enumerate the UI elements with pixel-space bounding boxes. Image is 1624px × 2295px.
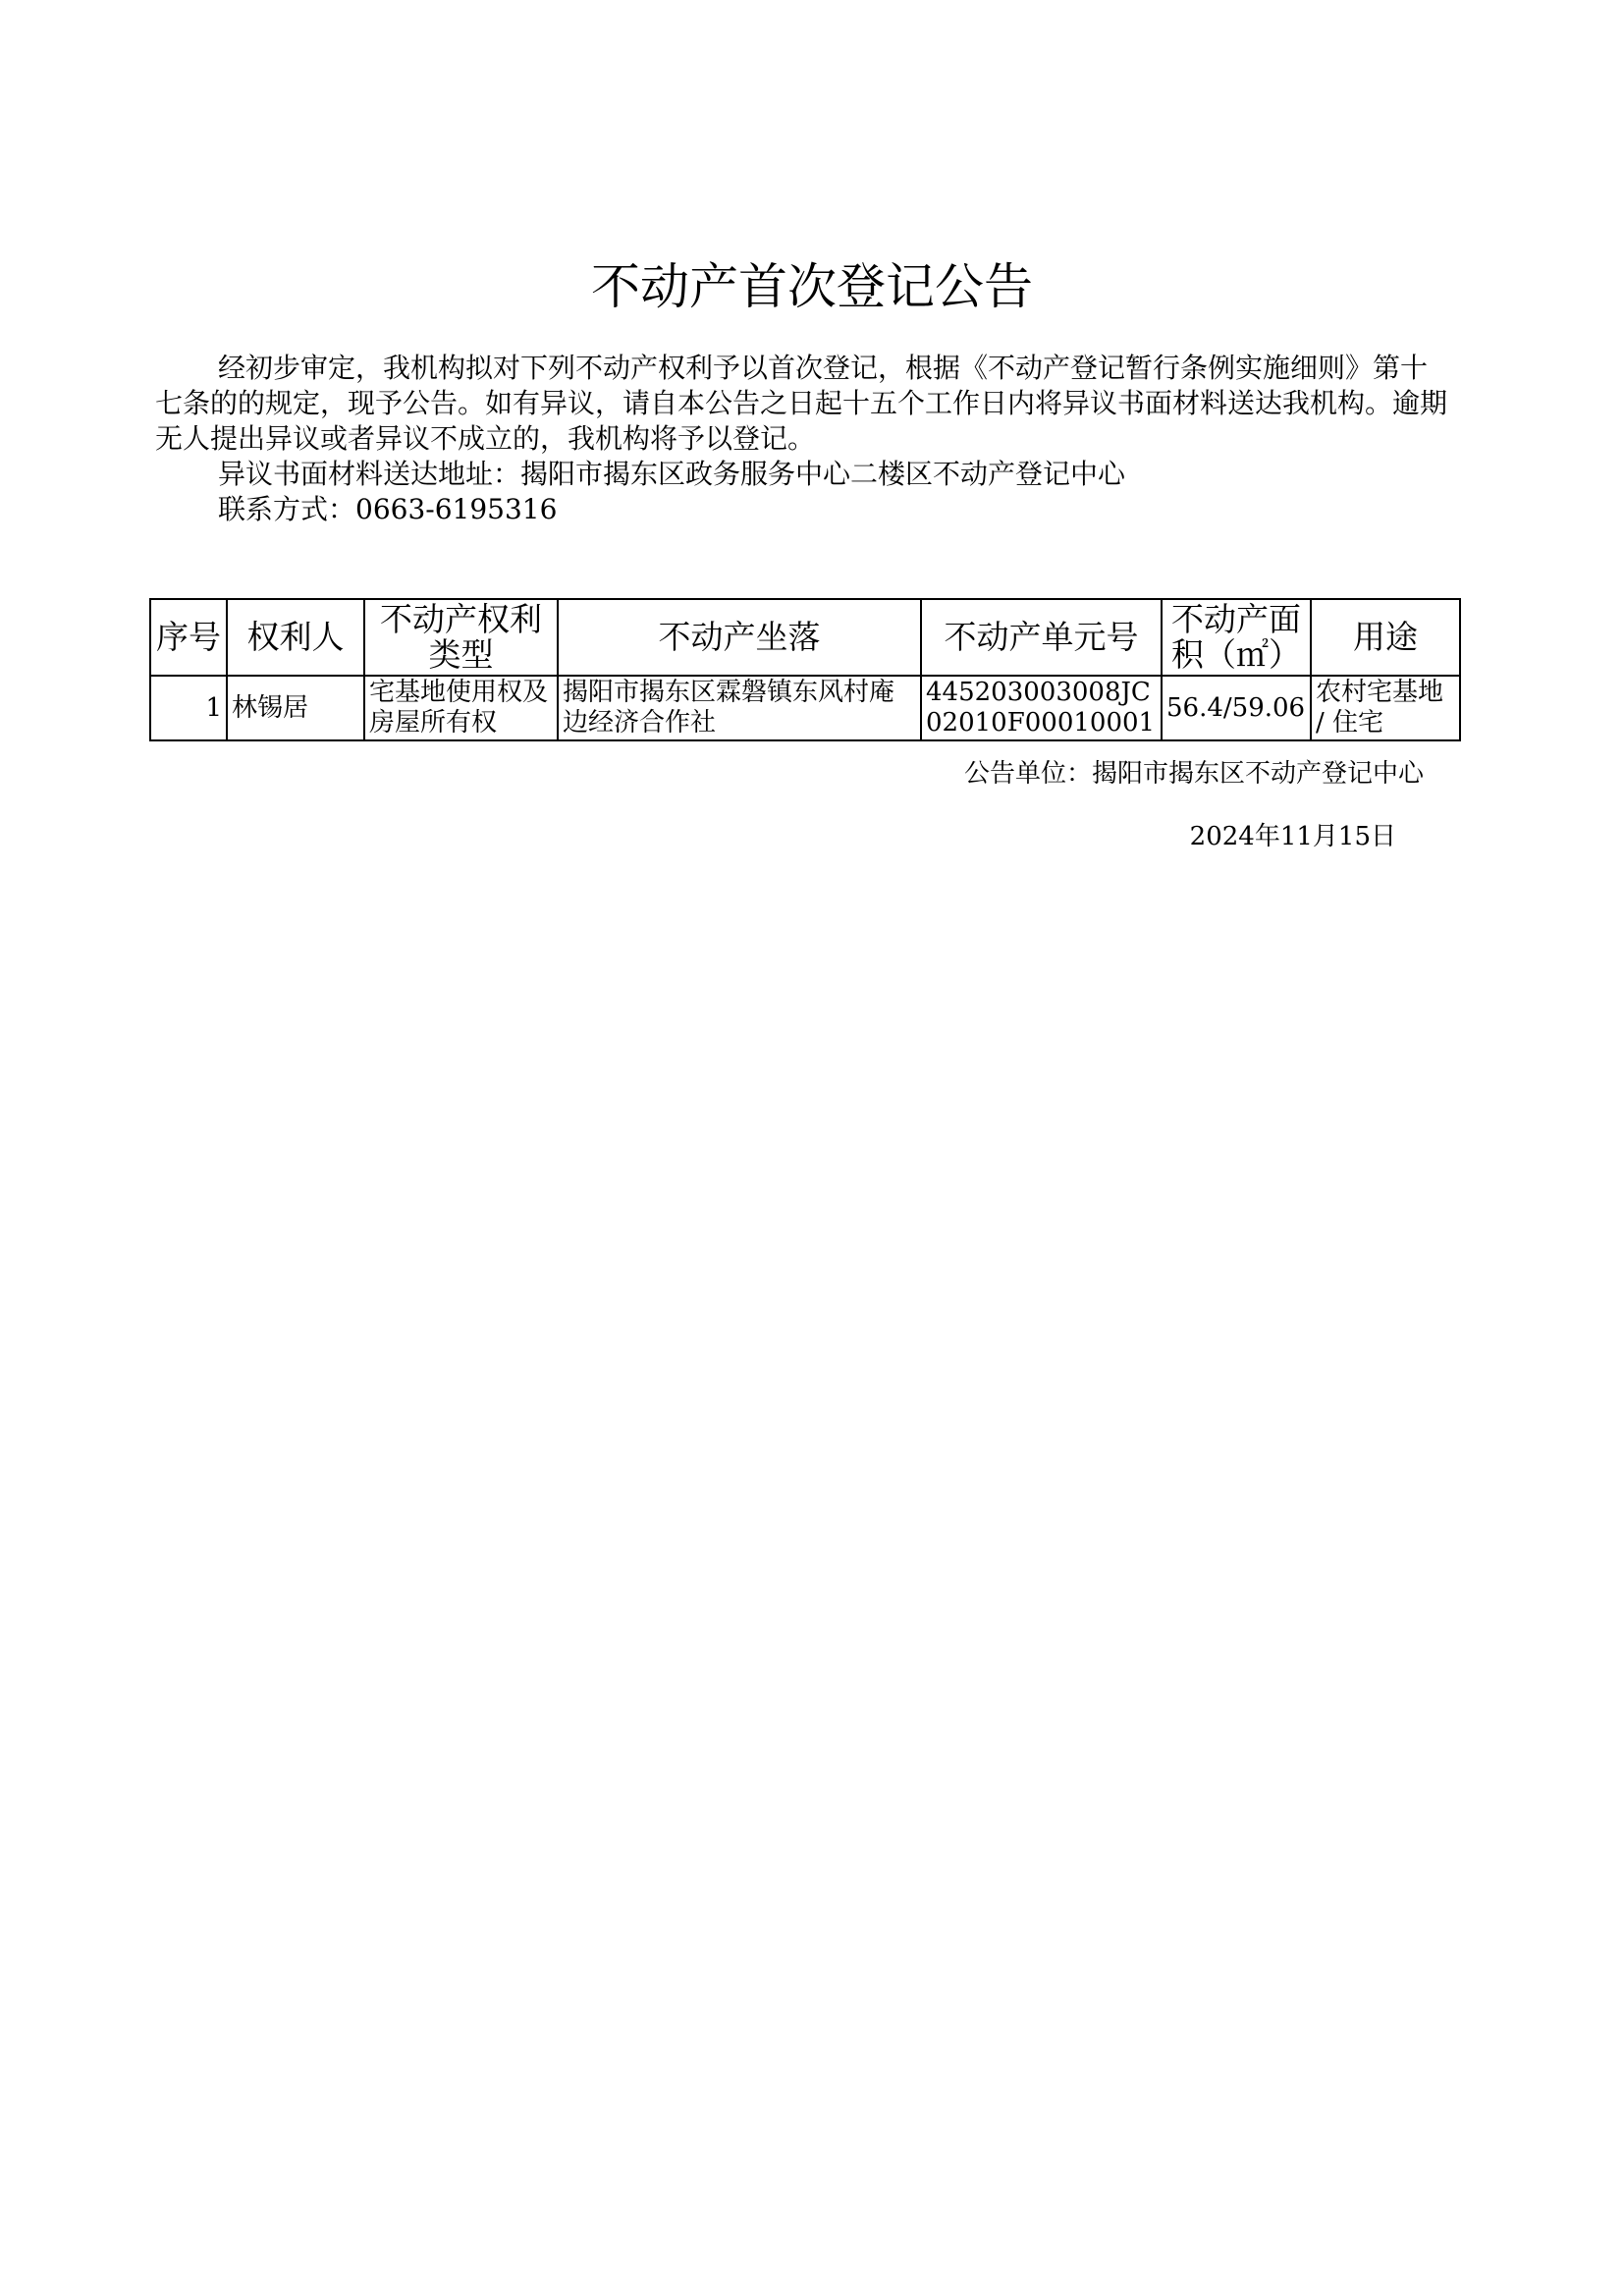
cell-unit-number: 445203003008JC02010F00010001: [921, 676, 1162, 740]
objection-address: 异议书面材料送达地址：揭阳市揭东区政务服务中心二楼区不动产登记中心: [218, 458, 1126, 490]
cell-area: 56.4/59.06: [1162, 676, 1311, 740]
header-usage: 用途: [1311, 599, 1460, 676]
notice-body: [155, 351, 1451, 527]
header-area: 不动产面积（㎡）: [1162, 599, 1311, 676]
table-header-row: [150, 599, 1460, 676]
cell-serial: 1: [150, 676, 227, 740]
page-title: 不动产首次登记公告: [591, 257, 1033, 315]
cell-right-type: 宅基地使用权及房屋所有权: [364, 676, 558, 740]
header-serial: 序号: [150, 599, 227, 676]
issuing-unit: 公告单位：揭阳市揭东区不动产登记中心: [963, 759, 1424, 789]
registration-table: [149, 598, 1461, 741]
cell-location: 揭阳市揭东区霖磐镇东风村庵边经济合作社: [558, 676, 921, 740]
issue-date: 2024年11月15日: [1189, 822, 1396, 851]
cell-usage: 农村宅基地 / 住宅: [1311, 676, 1460, 740]
header-right-type: 不动产权利类型: [364, 599, 558, 676]
contact-info: 联系方式：0663-6195316: [218, 493, 558, 525]
header-location: 不动产坐落: [558, 599, 921, 676]
notice-paragraph: 经初步审定，我机构拟对下列不动产权利予以首次登记，根据《不动产登记暂行条例实施细则》第十七条的的规定，现予公告。如有异议，请自本公告之日起十五个工作日内将异议书面材料送达我机构。逾期无人提出异议或者异议不成立的，我机构将予以登记。: [155, 352, 1448, 455]
header-right-holder: 权利人: [227, 599, 364, 676]
header-unit-number: 不动产单元号: [921, 599, 1162, 676]
table-row: [150, 676, 1460, 740]
cell-right-holder: 林锡居: [227, 676, 364, 740]
